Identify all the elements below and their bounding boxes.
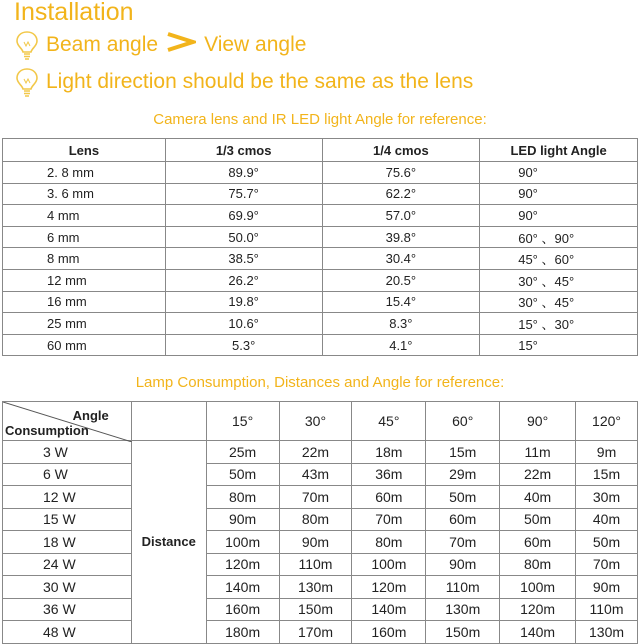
distance-value-cell: 100m: [352, 553, 426, 576]
distance-value-cell: 140m: [500, 621, 576, 644]
distance-value-cell: 100m: [206, 531, 279, 554]
light-direction-note: [14, 67, 473, 97]
distance-value-cell: 90m: [576, 576, 638, 599]
lamp-table-row: [3, 531, 638, 554]
header-lens: Lens: [3, 139, 166, 162]
distance-value-cell: 50m: [576, 531, 638, 554]
distance-value-cell: 22m: [500, 463, 576, 486]
distance-value-cell: 160m: [352, 621, 426, 644]
lens-cell: 2. 8 mm: [3, 162, 166, 184]
wattage-cell: 36 W: [3, 598, 132, 621]
lamp-table-row: [3, 486, 638, 509]
header-led-light-angle: LED light Angle: [480, 139, 638, 162]
lens-table-row: [3, 162, 638, 184]
cmos-1-3-cell: 38.5°: [165, 248, 322, 270]
distance-value-cell: 90m: [279, 531, 352, 554]
distance-value-cell: 9m: [576, 441, 638, 464]
distance-value-cell: 15m: [576, 463, 638, 486]
lens-cell: 25 mm: [3, 313, 166, 335]
header-1-3-cmos: 1/3 cmos: [165, 139, 322, 162]
beam-angle-note: [14, 30, 306, 60]
cmos-1-4-cell: 75.6°: [322, 162, 480, 184]
lens-cell: 8 mm: [3, 248, 166, 270]
wattage-cell: 30 W: [3, 576, 132, 599]
page-title: Installation: [14, 0, 134, 26]
header-angle-45: 45°: [352, 402, 426, 441]
led-angle-cell: 90°: [480, 205, 638, 227]
distance-value-cell: 25m: [206, 441, 279, 464]
cmos-1-3-cell: 69.9°: [165, 205, 322, 227]
led-angle-cell: 90°: [480, 162, 638, 184]
distance-value-cell: 70m: [352, 508, 426, 531]
distance-value-cell: 140m: [352, 598, 426, 621]
distance-label: Distance: [131, 441, 206, 644]
lightbulb-icon: [14, 67, 40, 97]
cmos-1-3-cell: 89.9°: [165, 162, 322, 184]
cmos-1-4-cell: 20.5°: [322, 269, 480, 291]
lens-cell: 60 mm: [3, 334, 166, 356]
distance-value-cell: 130m: [576, 621, 638, 644]
wattage-cell: 48 W: [3, 621, 132, 644]
distance-value-cell: 150m: [426, 621, 500, 644]
distance-value-cell: 70m: [576, 553, 638, 576]
lamp-table-row: [3, 463, 638, 486]
distance-value-cell: 60m: [426, 508, 500, 531]
lens-cell: 6 mm: [3, 226, 166, 248]
wattage-cell: 24 W: [3, 553, 132, 576]
cmos-1-4-cell: 57.0°: [322, 205, 480, 227]
lamp-table-row: [3, 508, 638, 531]
distance-value-cell: 80m: [500, 553, 576, 576]
distance-value-cell: 50m: [500, 508, 576, 531]
corner-consumption-label: Consumption: [5, 423, 89, 438]
lamp-table-row: [3, 621, 638, 644]
corner-header-cell: [3, 402, 132, 441]
lamp-table-caption: Lamp Consumption, Distances and Angle for reference:: [135, 374, 505, 391]
header-angle-60: 60°: [426, 402, 500, 441]
distance-value-cell: 30m: [576, 486, 638, 509]
cmos-1-4-cell: 4.1°: [322, 334, 480, 356]
header-angle-120: 120°: [576, 402, 638, 441]
header-angle-90: 90°: [500, 402, 576, 441]
distance-value-cell: 70m: [279, 486, 352, 509]
distance-value-cell: 110m: [426, 576, 500, 599]
cmos-1-4-cell: 62.2°: [322, 183, 480, 205]
distance-value-cell: 150m: [279, 598, 352, 621]
cmos-1-3-cell: 5.3°: [165, 334, 322, 356]
distance-value-cell: 70m: [426, 531, 500, 554]
lamp-table-row: [3, 553, 638, 576]
distance-value-cell: 40m: [576, 508, 638, 531]
lamp-table-header: [3, 402, 638, 441]
lens-cell: 4 mm: [3, 205, 166, 227]
cmos-1-3-cell: 50.0°: [165, 226, 322, 248]
distance-value-cell: 110m: [576, 598, 638, 621]
corner-angle-label: Angle: [72, 408, 109, 423]
lamp-consumption-table: [2, 401, 638, 644]
lens-angle-table: [2, 138, 638, 356]
lens-table-row: [3, 205, 638, 227]
beam-angle-label: Beam angle: [46, 33, 159, 56]
distance-value-cell: 120m: [500, 598, 576, 621]
lens-cell: 12 mm: [3, 269, 166, 291]
distance-value-cell: 29m: [426, 463, 500, 486]
distance-value-cell: 18m: [352, 441, 426, 464]
cmos-1-4-cell: 8.3°: [322, 313, 480, 335]
wattage-cell: 6 W: [3, 463, 132, 486]
distance-value-cell: 60m: [500, 531, 576, 554]
lamp-table-row: [3, 598, 638, 621]
lens-cell: 16 mm: [3, 291, 166, 313]
cmos-1-3-cell: 19.8°: [165, 291, 322, 313]
header-1-4-cmos: 1/4 cmos: [322, 139, 480, 162]
led-angle-cell: 45° 、60°: [480, 248, 638, 270]
wattage-cell: 15 W: [3, 508, 132, 531]
distance-value-cell: 36m: [352, 463, 426, 486]
distance-value-cell: 140m: [206, 576, 279, 599]
led-angle-cell: 15°: [480, 334, 638, 356]
distance-value-cell: 80m: [206, 486, 279, 509]
distance-value-cell: 11m: [500, 441, 576, 464]
led-angle-cell: 30° 、45°: [480, 291, 638, 313]
view-angle-label: View angle: [204, 33, 307, 56]
light-direction-text: Light direction should be the same as the lens: [46, 70, 474, 93]
cmos-1-4-cell: 30.4°: [322, 248, 480, 270]
lamp-table-row: [3, 576, 638, 599]
header-blank-cell: [131, 402, 206, 441]
cmos-1-4-cell: 39.8°: [322, 226, 480, 248]
cmos-1-3-cell: 10.6°: [165, 313, 322, 335]
led-angle-cell: 60° 、90°: [480, 226, 638, 248]
distance-value-cell: 90m: [426, 553, 500, 576]
cmos-1-3-cell: 75.7°: [165, 183, 322, 205]
distance-value-cell: 130m: [279, 576, 352, 599]
distance-value-cell: 170m: [279, 621, 352, 644]
distance-value-cell: 15m: [426, 441, 500, 464]
distance-value-cell: 90m: [206, 508, 279, 531]
lens-table-row: [3, 183, 638, 205]
lens-table-row: [3, 291, 638, 313]
wattage-cell: 12 W: [3, 486, 132, 509]
greater-than-arrow-icon: [166, 31, 196, 59]
distance-value-cell: 22m: [279, 441, 352, 464]
header-angle-30: 30°: [279, 402, 352, 441]
distance-value-cell: 60m: [352, 486, 426, 509]
distance-value-cell: 100m: [500, 576, 576, 599]
distance-value-cell: 120m: [352, 576, 426, 599]
distance-value-cell: 130m: [426, 598, 500, 621]
lamp-table-row: [3, 441, 638, 464]
led-angle-cell: 30° 、45°: [480, 269, 638, 291]
cmos-1-3-cell: 26.2°: [165, 269, 322, 291]
lightbulb-icon: [14, 30, 40, 60]
lens-cell: 3. 6 mm: [3, 183, 166, 205]
distance-value-cell: 80m: [279, 508, 352, 531]
distance-value-cell: 50m: [206, 463, 279, 486]
distance-value-cell: 120m: [206, 553, 279, 576]
led-angle-cell: 90°: [480, 183, 638, 205]
distance-value-cell: 180m: [206, 621, 279, 644]
lens-table-header: [3, 139, 638, 162]
header-angle-15: 15°: [206, 402, 279, 441]
lens-table-row: [3, 313, 638, 335]
lens-table-row: [3, 269, 638, 291]
distance-value-cell: 110m: [279, 553, 352, 576]
distance-value-cell: 50m: [426, 486, 500, 509]
distance-value-cell: 160m: [206, 598, 279, 621]
wattage-cell: 18 W: [3, 531, 132, 554]
cmos-1-4-cell: 15.4°: [322, 291, 480, 313]
wattage-cell: 3 W: [3, 441, 132, 464]
distance-value-cell: 43m: [279, 463, 352, 486]
distance-value-cell: 80m: [352, 531, 426, 554]
led-angle-cell: 15° 、30°: [480, 313, 638, 335]
distance-value-cell: 40m: [500, 486, 576, 509]
lens-table-row: [3, 334, 638, 356]
lens-table-row: [3, 226, 638, 248]
lens-table-row: [3, 248, 638, 270]
lens-table-caption: Camera lens and IR LED light Angle for reference:: [153, 111, 487, 128]
